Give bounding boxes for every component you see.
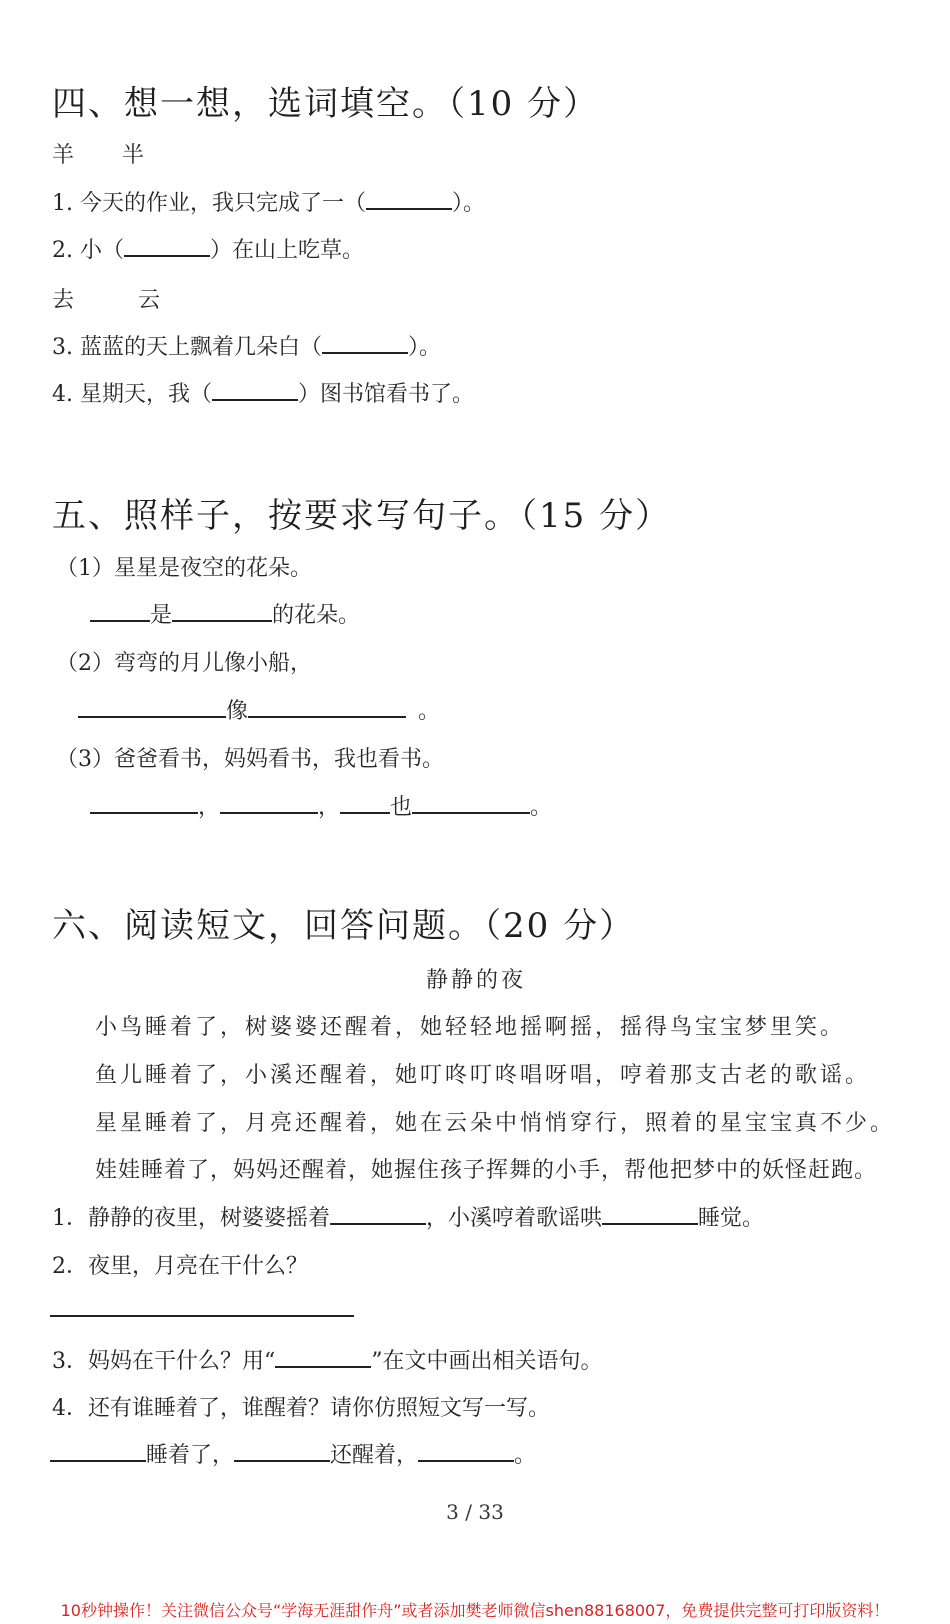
s6-q1-blank-2[interactable] <box>602 1201 698 1225</box>
s4-question-2 <box>52 233 364 264</box>
s5-e3-comma-2: ， <box>318 795 341 820</box>
s6-question-3 <box>52 1344 603 1375</box>
passage-paragraph: 小鸟睡着了，树婆婆还醒着，她轻轻地摇啊摇，摇得鸟宝宝梦里笑。 <box>95 1015 846 1040</box>
s5-e2-word-1: 像 <box>226 699 249 724</box>
s6-q4-blank-3[interactable] <box>418 1438 514 1462</box>
s5-e1-blank-2[interactable] <box>172 598 272 622</box>
s6-q1-mid: ，小溪哼着歌谣哄 <box>426 1206 603 1231</box>
s6-q1-text: 1．静静的夜里，树婆婆摇着 <box>52 1206 330 1231</box>
s4-q2-blank[interactable] <box>124 233 210 257</box>
s4-question-4 <box>52 377 474 408</box>
s6-question-2: 2．夜里，月亮在干什么？ <box>52 1254 308 1279</box>
word-choice-2a: 去 <box>52 288 75 313</box>
page-number: 3 / 33 <box>446 1500 504 1524</box>
s6-q1-end: 睡觉。 <box>698 1206 765 1231</box>
word-choice-1a: 羊 <box>52 143 75 168</box>
s5-e3-end: 。 <box>530 795 553 820</box>
s6-q4-end: 。 <box>514 1443 537 1468</box>
section-4-title: 四、想一想，选词填空。（10 分） <box>52 84 600 124</box>
s4-q3-text: 3. 蓝蓝的天上飘着几朵白（ <box>52 335 322 360</box>
s5-e2-blank-2[interactable] <box>248 694 406 718</box>
section-5-title: 五、照样子，按要求写句子。（15 分） <box>52 496 672 536</box>
s4-q1-text: 1. 今天的作业，我只完成了一（ <box>52 191 366 216</box>
s6-q4-blank-1[interactable] <box>50 1438 146 1462</box>
s5-exercise-1 <box>90 598 360 629</box>
s6-q2-answer-line[interactable] <box>50 1315 354 1317</box>
s5-e3-word: 也 <box>390 795 413 820</box>
s5-exercise-3 <box>90 790 552 821</box>
passage-paragraph: 娃娃睡着了，妈妈还醒着，她握住孩子挥舞的小手，帮他把梦中的妖怪赶跑。 <box>95 1158 878 1183</box>
s6-question-1 <box>52 1201 764 1232</box>
s4-q3-blank[interactable] <box>322 330 408 354</box>
promo-footer: 10秒钟操作！关注微信公众号“学海无涯甜作舟”或者添加樊老师微信shen88168007，免费提供完整可打印版资料！ <box>60 1601 890 1620</box>
s6-q4-word-1: 睡着了， <box>146 1443 235 1468</box>
word-choice-1b: 半 <box>122 143 145 168</box>
s4-question-1 <box>52 186 485 217</box>
s6-question-4: 4．还有谁睡着了，谁醒着？请你仿照短文写一写。 <box>52 1396 550 1421</box>
s5-model-3: （3）爸爸看书，妈妈看书，我也看书。 <box>56 747 444 772</box>
passage-title: 静静的夜 <box>426 968 527 993</box>
s4-q2-text: 2. 小（ <box>52 238 124 263</box>
s5-e1-blank-1[interactable] <box>90 598 150 622</box>
s6-q4-word-2: 还醒着， <box>330 1443 419 1468</box>
s5-e3-comma-1: ， <box>198 795 221 820</box>
s4-q4-end: ）图书馆看书了。 <box>297 382 474 407</box>
s4-q2-end: ）在山上吃草。 <box>209 238 364 263</box>
s5-e3-blank-1[interactable] <box>90 790 198 814</box>
s6-q3-end: ”在文中画出相关语句。 <box>371 1349 603 1374</box>
s5-model-2: （2）弯弯的月儿像小船， <box>56 651 312 676</box>
s5-e2-blank-1[interactable] <box>78 694 226 718</box>
s4-question-3 <box>52 330 441 361</box>
s4-q4-blank[interactable] <box>212 377 298 401</box>
s5-e3-blank-3[interactable] <box>340 790 390 814</box>
s6-q3-line-sample <box>275 1344 371 1368</box>
s5-e1-word-1: 是 <box>150 603 173 628</box>
s6-q4-blank-2[interactable] <box>234 1438 330 1462</box>
s5-e1-word-2: 的花朵。 <box>272 603 361 628</box>
word-choice-2b: 云 <box>138 288 161 313</box>
s4-q1-end: ）。 <box>451 191 485 216</box>
section-6-title: 六、阅读短文，回答问题。（20 分） <box>52 906 636 946</box>
s5-exercise-2 <box>78 694 440 725</box>
s4-q1-blank[interactable] <box>366 186 452 210</box>
passage-paragraph: 鱼儿睡着了，小溪还醒着，她叮咚叮咚唱呀唱，哼着那支古老的歌谣。 <box>95 1063 871 1088</box>
s4-q4-text: 4. 星期天，我（ <box>52 382 212 407</box>
s5-model-1: （1）星星是夜空的花朵。 <box>56 556 312 581</box>
s5-e3-blank-4[interactable] <box>412 790 530 814</box>
s6-q4-fill <box>50 1438 536 1469</box>
s6-q1-blank-1[interactable] <box>330 1201 426 1225</box>
passage-paragraph: 星星睡着了，月亮还醒着，她在云朵中悄悄穿行，照着的星宝宝真不少。 <box>95 1111 896 1136</box>
s6-q3-text: 3．妈妈在干什么？用“ <box>52 1349 276 1374</box>
s4-q3-end: ）。 <box>407 335 441 360</box>
s5-e3-blank-2[interactable] <box>220 790 318 814</box>
s5-e2-end: 。 <box>418 699 441 724</box>
